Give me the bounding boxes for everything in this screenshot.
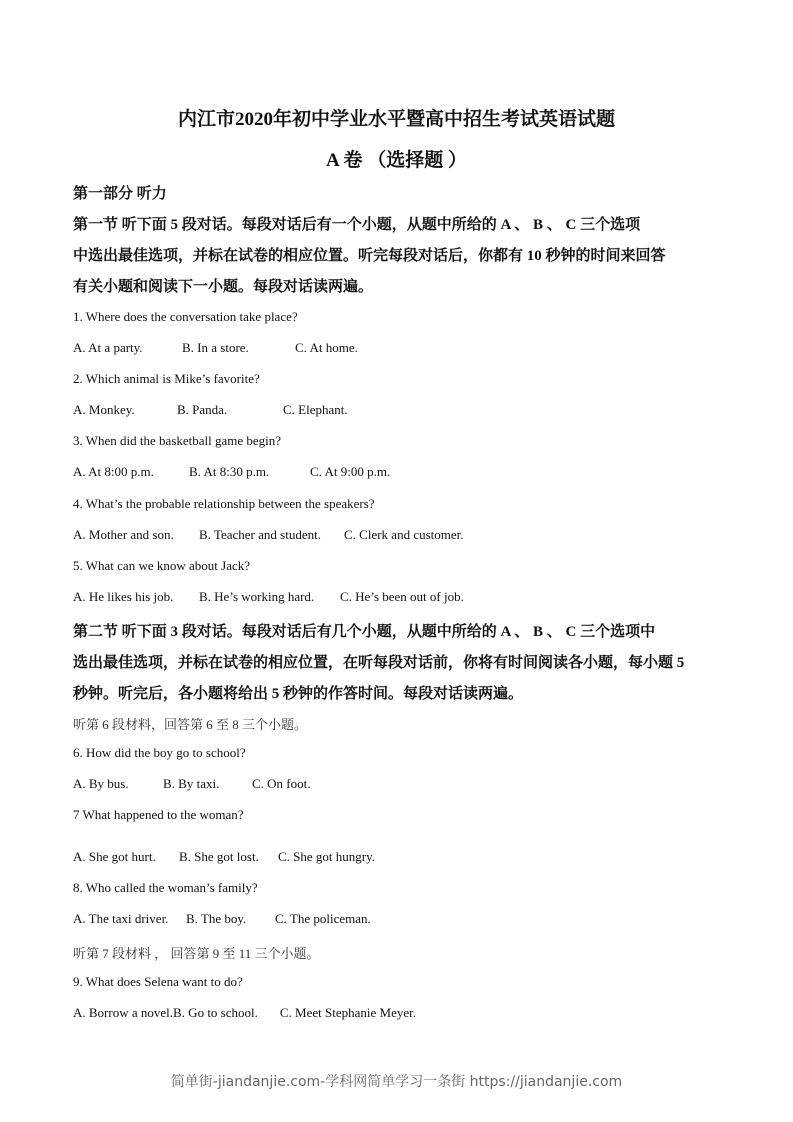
option-b: B. The boy.	[186, 911, 247, 926]
option-c: C. She got hungry.	[278, 849, 376, 864]
material-7-note: 听第 7 段材料 ， 回答第 9 至 11 三个小题。	[73, 946, 320, 961]
question-3-options	[73, 464, 390, 480]
option-c: C. Elephant.	[283, 402, 348, 417]
question-1: 1. Where does the conversation take place?	[73, 309, 298, 324]
option-a: A. Mother and son.	[73, 527, 174, 542]
option-a: A. At a party.	[73, 340, 143, 355]
option-c: C. Clerk and customer.	[344, 527, 464, 542]
exam-title: 内江市2020年初中学业水平暨高中招生考试英语试题	[177, 109, 615, 130]
question-1-options	[73, 340, 358, 356]
question-7-options	[73, 849, 375, 865]
option-a: A. Borrow a novel.	[73, 1005, 174, 1020]
question-8-options	[73, 911, 371, 927]
option-a: A. The taxi driver.	[73, 911, 169, 926]
question-6-options	[73, 776, 311, 792]
option-b: B. Teacher and student.	[199, 527, 321, 542]
part-heading: 第一部分 听力	[73, 186, 167, 202]
question-4-options	[73, 527, 464, 543]
option-b: B. She got lost.	[179, 849, 259, 864]
footer-watermark: 简单街-jiandanjie.com-学科网简单学习一条街 https://jiandanjie.com	[170, 1074, 623, 1090]
option-b: B. He’s working hard.	[199, 589, 315, 604]
section2-instructions-line3: 秒钟。听完后，各小题将给出 5 秒钟的作答时间。每段对话读两遍。	[73, 686, 524, 702]
option-c: C. Meet Stephanie Meyer.	[279, 1005, 416, 1020]
option-c: C. At home.	[295, 340, 358, 355]
option-a: A. Monkey.	[73, 402, 135, 417]
question-8: 8. Who called the woman’s family?	[73, 880, 258, 895]
exam-subtitle: A 卷 （选择题 ）	[326, 150, 467, 171]
option-a: A. She got hurt.	[73, 849, 156, 864]
question-2: 2. Which animal is Mike’s favorite?	[73, 371, 260, 386]
option-a: A. By bus.	[73, 776, 129, 791]
option-a: A. He likes his job.	[73, 589, 174, 604]
question-5: 5. What can we know about Jack?	[73, 558, 251, 573]
question-3: 3. When did the basketball game begin?	[73, 433, 282, 448]
section2-instructions-line1: 第二节 听下面 3 段对话。每段对话后有几个小题，从题中所给的 A 、 B 、 C 三个选项中	[73, 624, 656, 640]
question-9-options	[73, 1005, 416, 1021]
question-6: 6. How did the boy go to school?	[73, 745, 246, 760]
option-c: C. At 9:00 p.m.	[310, 464, 391, 479]
question-5-options	[73, 589, 464, 605]
option-c: C. The policeman.	[275, 911, 371, 926]
material-6-note: 听第 6 段材料，回答第 6 至 8 三个小题。	[73, 717, 308, 732]
section2-instructions-line2: 选出最佳选项，并标在试卷的相应位置，在听每段对话前，你将有时间阅读各小题，每小题 5	[73, 655, 685, 671]
option-a: A. At 8:00 p.m.	[73, 464, 154, 479]
question-9: 9. What does Selena want to do?	[73, 974, 243, 989]
question-7: 7 What happened to the woman?	[73, 807, 244, 822]
option-b: B. Panda.	[177, 402, 228, 417]
option-c: C. On foot.	[252, 776, 311, 791]
option-b: B. In a store.	[182, 340, 249, 355]
question-2-options	[73, 402, 348, 418]
option-b: B. At 8:30 p.m.	[189, 464, 270, 479]
option-b: B. Go to school.	[173, 1005, 258, 1020]
option-c: C. He’s been out of job.	[340, 589, 464, 604]
section1-instructions-line2: 中选出最佳选项，并标在试卷的相应位置。听完每段对话后，你都有 10 秒钟的时间来回答	[73, 248, 666, 264]
question-4: 4. What’s the probable relationship between the speakers?	[73, 496, 375, 511]
option-b: B. By taxi.	[163, 776, 220, 791]
section1-instructions-line1: 第一节 听下面 5 段对话。每段对话后有一个小题，从题中所给的 A 、 B 、 C 三个选项	[73, 217, 641, 233]
section1-instructions-line3: 有关小题和阅读下一小题。每段对话读两遍。	[73, 279, 374, 295]
